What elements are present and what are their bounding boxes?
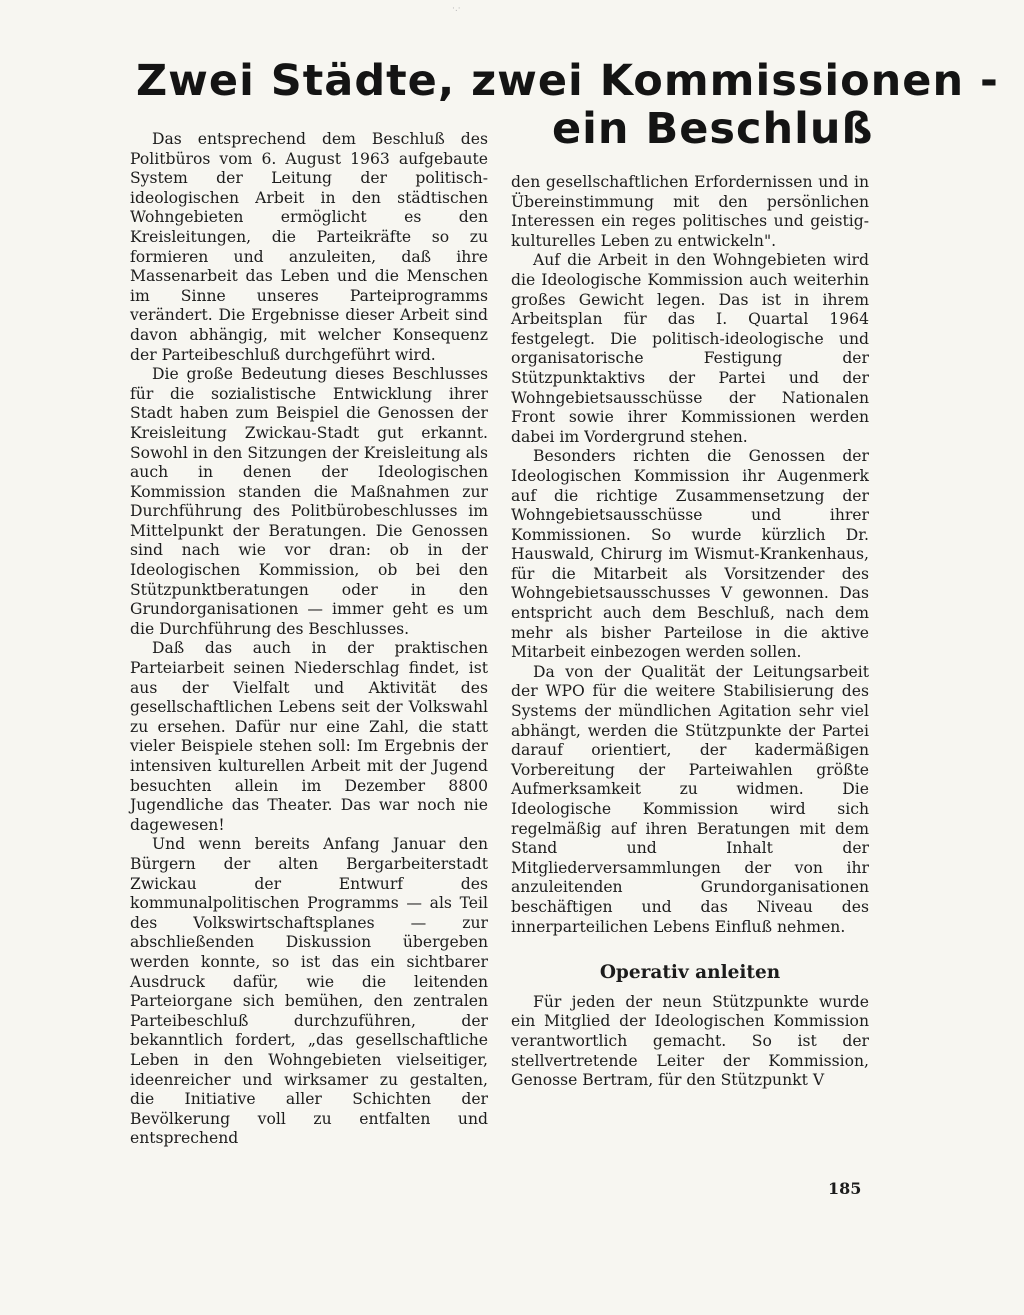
paragraph: Und wenn bereits Anfang Januar den Bürgern der alten Bergarbeiterstadt Zwickau der Entwurf des kommunalpolitischen Programms — als Teil des Volkswirtschaftsplanes — zur abschließenden Diskussion übergeben werden konnte, so ist das ein sichtbarer Ausdruck dafür, wie die leitenden Parteiorgane sich bemühen, den zentralen Parteibeschluß durchzuführen, der bekanntlich fordert, „das gesellschaftliche Leben in den Wohngebieten vielseitiger, ideenreicher und wirksamer zu gestalten, die Initiative aller Schichten der Bevölkerung voll zu entfalten und entsprechend <box>130 835 488 1148</box>
paragraph: Die große Bedeutung dieses Beschlusses für die sozialistische Entwicklung ihrer Stadt haben zum Beispiel die Genossen der Kreisleitung Zwickau-Stadt gut erkannt. Sowohl in den Sitzungen der Kreisleitung als auch in denen der Ideologischen Kommission standen die Maßnahmen zur Durchführung des Politbürobeschlusses im Mittelpunkt der Beratungen. Die Genossen sind nach wie vor dran: ob in der Ideologischen Kommission, ob bei den Stützpunktberatungen oder in den Grundorganisationen — immer geht es um die Durchführung des Beschlusses. <box>130 365 488 638</box>
paragraph: Auf die Arbeit in den Wohngebieten wird die Ideologische Kommission auch weiterhin großes Gewicht legen. Das ist in ihrem Arbeitsplan für das I. Quartal 1964 festgelegt. Die politisch-ideologische und organisatorische Festigung der Stützpunktaktivs der Partei und der Wohngebietsausschüsse der Nationalen Front sowie ihrer Kommissionen werden dabei im Vordergrund stehen. <box>511 251 869 446</box>
paragraph: Da von der Qualität der Leitungsarbeit der WPO für die weitere Stabilisierung des Systems der mündlichen Agitation sehr viel abhängt, werden die Stützpunkte der Partei darauf orientiert, der kadermäßigen Vorbereitung der Parteiwahlen größte Aufmerksamkeit zu widmen. Die Ideologische Kommission wird sich regelmäßig auf ihren Beratungen mit dem Stand und Inhalt der Mitgliederversammlungen der von ihr anzuleitenden Grundorganisationen beschäftigen und das Niveau des innerparteilichen Lebens Einfluß nehmen. <box>511 662 869 936</box>
paragraph: Für jeden der neun Stützpunkte wurde ein Mitglied der Ideologischen Kommission verantwortlich gemacht. So ist der stellvertretende Leiter der Kommission, Genosse Bertram, für den Stützpunkt V <box>511 992 869 1090</box>
right-column <box>511 173 869 1091</box>
paragraph: Daß das auch in der praktischen Parteiarbeit seinen Niederschlag findet, ist aus der Vielfalt und Aktivität des gesellschaftlichen Lebens seit der Volkswahl zu ersehen. Dafür nur eine Zahl, die statt vieler Beispiele stehen soll: Im Ergebnis der intensiven kulturellen Arbeit mit der Jugend besuchten allein im Dezember 8800 Jugendliche das Theater. Das war noch nie dagewesen! <box>130 639 488 834</box>
paragraph: Das entsprechend dem Beschluß des Politbüros vom 6. August 1963 aufgebaute System der Leitung der politisch-ideologischen Arbeit in den städtischen Wohngebieten ermöglicht es den Kreisleitungen, die Parteikräfte so zu formieren und anzuleiten, daß ihre Massenarbeit das Leben und die Menschen im Sinne unseres Parteiprogramms verändert. Die Ergebnisse dieser Arbeit sind davon abhängig, mit welcher Konsequenz der Parteibeschluß durchgeführt wird. <box>130 130 488 364</box>
headline-line-2: ein Beschluß <box>552 104 874 154</box>
page-number: 185 <box>828 1179 862 1198</box>
scan-artifact: ·.· <box>452 4 461 14</box>
paragraph: Besonders richten die Genossen der Ideologischen Kommission ihr Augenmerk auf die richtige Zusammensetzung der Wohngebietsausschüsse und ihrer Kommissionen. So wurde kürzlich Dr. Hauswald, Chirurg im Wismut-Krankenhaus, für die Mitarbeit als Vorsitzender des Wohngebietsausschusses V gewonnen. Das entspricht auch dem Beschluß, nach dem mehr als bisher Parteilose in die aktive Mitarbeit einbezogen werden sollen. <box>511 447 869 662</box>
section-subheading: Operativ anleiten <box>599 962 781 984</box>
left-column <box>130 130 488 1149</box>
headline-line-1: Zwei Städte, zwei Kommissionen - <box>136 56 999 106</box>
paragraph-continuation: den gesellschaftlichen Erfordernissen und in Übereinstimmung mit den persönlichen Interessen ein reges politisches und geistig-kulturelles Leben zu entwickeln". <box>511 173 869 250</box>
